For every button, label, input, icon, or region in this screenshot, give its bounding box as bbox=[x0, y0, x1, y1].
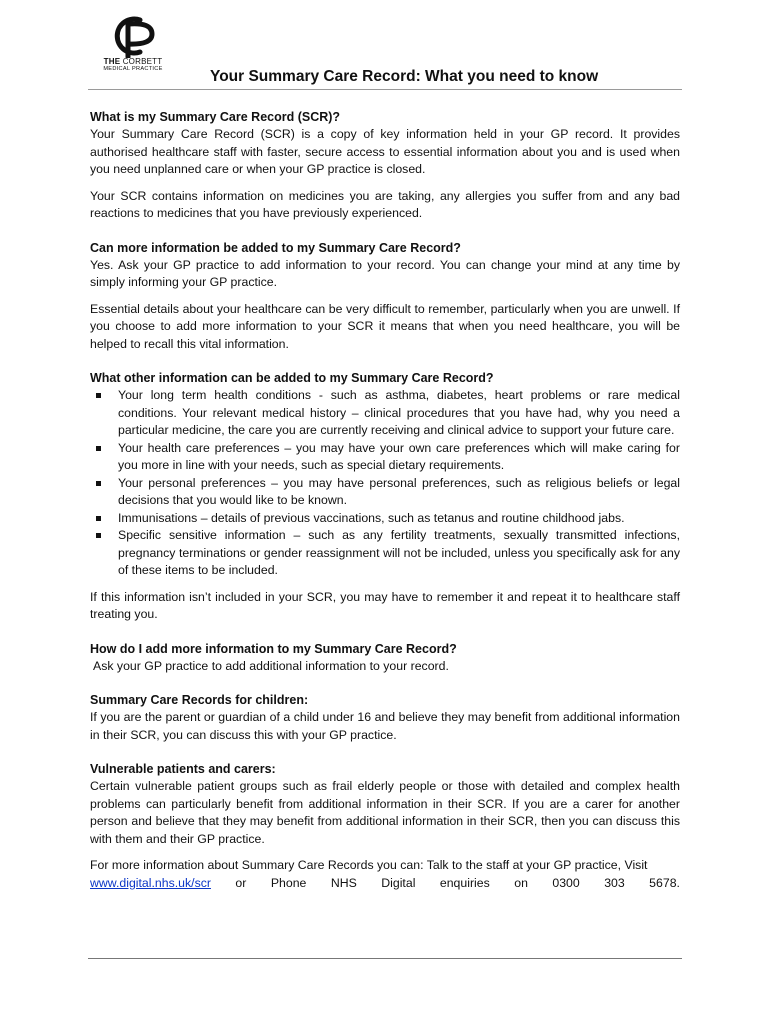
heading-what-other-info: What other information can be added to my Summary Care Record? bbox=[90, 371, 494, 385]
bullet-health-care-preferences: Your health care preferences – you may have your own care preferences which will make caring for you more in line with your needs, such as special dietary requirements. bbox=[90, 440, 680, 475]
phone-number-part: 0300 bbox=[552, 875, 580, 890]
paragraph-ask-gp: Yes. Ask your GP practice to add information to your record. You can change your mind at any time by simply informing your GP practice. bbox=[90, 257, 680, 289]
bullet-immunisations: Immunisations – details of previous vaccinations, such as tetanus and routine childhood jabs. bbox=[90, 510, 680, 528]
phone-number-part: 5678. bbox=[649, 875, 680, 890]
contact-word: or bbox=[235, 875, 247, 890]
paragraph-essential-details: Essential details about your healthcare can be very difficult to remember, particularly when you are unwell. If you choose to add more information to your SCR it means that when you need healthcare, you will be helped to recall this vital information. bbox=[90, 301, 680, 351]
document-body bbox=[90, 108, 680, 892]
heading-children: Summary Care Records for children: bbox=[90, 693, 309, 707]
paragraph-vulnerable: Certain vulnerable patient groups such as frail elderly people or those with detailed and complex health problems can particularly benefit from additional information in their SCR. If you are a carer for another person and believe that they may benefit from additional information in their SCR, then you can discuss this with them and their GP practice. bbox=[90, 779, 680, 846]
heading-what-is-scr: What is my Summary Care Record (SCR)? bbox=[90, 110, 341, 124]
logo-text-the: THE bbox=[103, 57, 121, 66]
page-title: Your Summary Care Record: What you need to know bbox=[210, 68, 599, 85]
paragraph-scr-contents: Your SCR contains information on medicines you are taking, any allergies you suffer from and any bad reactions to medicines that you have previously experienced. bbox=[90, 188, 680, 220]
paragraph-ask-additional: Ask your GP practice to add additional information to your record. bbox=[93, 658, 449, 673]
bullet-personal-preferences: Your personal preferences – you may have personal preferences, such as religious beliefs or legal decisions that you would like to be known. bbox=[90, 475, 680, 510]
paragraph-scr-definition: Your Summary Care Record (SCR) is a copy of key information held in your GP record. It provides authorised healthcare staff with faster, secure access to essential information about you and is used when you need unplanned care or when your GP practice is closed. bbox=[90, 127, 680, 176]
contact-word: enquiries bbox=[439, 875, 490, 890]
title-divider bbox=[88, 89, 682, 90]
heading-can-more-info: Can more information be added to my Summary Care Record? bbox=[90, 240, 461, 255]
contact-word: Phone bbox=[270, 875, 307, 890]
nhs-digital-scr-link[interactable]: www.digital.nhs.uk/scr bbox=[90, 875, 211, 890]
bullet-sensitive-information: Specific sensitive information – such as any fertility treatments, sexually transmitted infections, pregnancy terminations or gender reassignment will not be included, unless you specifically ask for any of these items to be included. bbox=[90, 527, 680, 580]
paragraph-more-info: For more information about Summary Care Records you can: Talk to the staff at your GP practice, Visit bbox=[90, 858, 648, 872]
contact-word: on bbox=[514, 875, 528, 890]
paragraph-if-not-included: If this information isn’t included in your SCR, you may have to remember it and repeat it to healthcare staff treating you. bbox=[90, 589, 680, 621]
logo-text-medical-practice: MEDICAL PRACTICE bbox=[103, 66, 163, 72]
contact-line bbox=[90, 875, 680, 893]
heading-vulnerable-carers: Vulnerable patients and carers: bbox=[90, 762, 276, 776]
logo-wordmark bbox=[98, 58, 168, 73]
cp-monogram-icon bbox=[98, 14, 168, 58]
paragraph-children: If you are the parent or guardian of a child under 16 and believe they may benefit from additional information in their SCR, you can discuss this with your GP practice. bbox=[90, 710, 680, 742]
bullet-long-term-conditions: Your long term health conditions - such as asthma, diabetes, heart problems or rare medical conditions. Your relevant medical history – clinical procedures that you have had, why you need a particular medicine, the care you are currently receiving and clinical advice to support your future care. bbox=[90, 387, 680, 440]
heading-how-add-info: How do I add more information to my Summary Care Record? bbox=[90, 641, 457, 656]
contact-word: NHS bbox=[330, 875, 357, 890]
practice-logo bbox=[98, 14, 168, 76]
phone-number-part: 303 bbox=[604, 875, 625, 890]
logo-text-corbett: CORBETT bbox=[122, 57, 163, 66]
footer-divider bbox=[88, 958, 682, 959]
contact-word: Digital bbox=[381, 875, 416, 890]
info-bullet-list bbox=[90, 387, 680, 580]
